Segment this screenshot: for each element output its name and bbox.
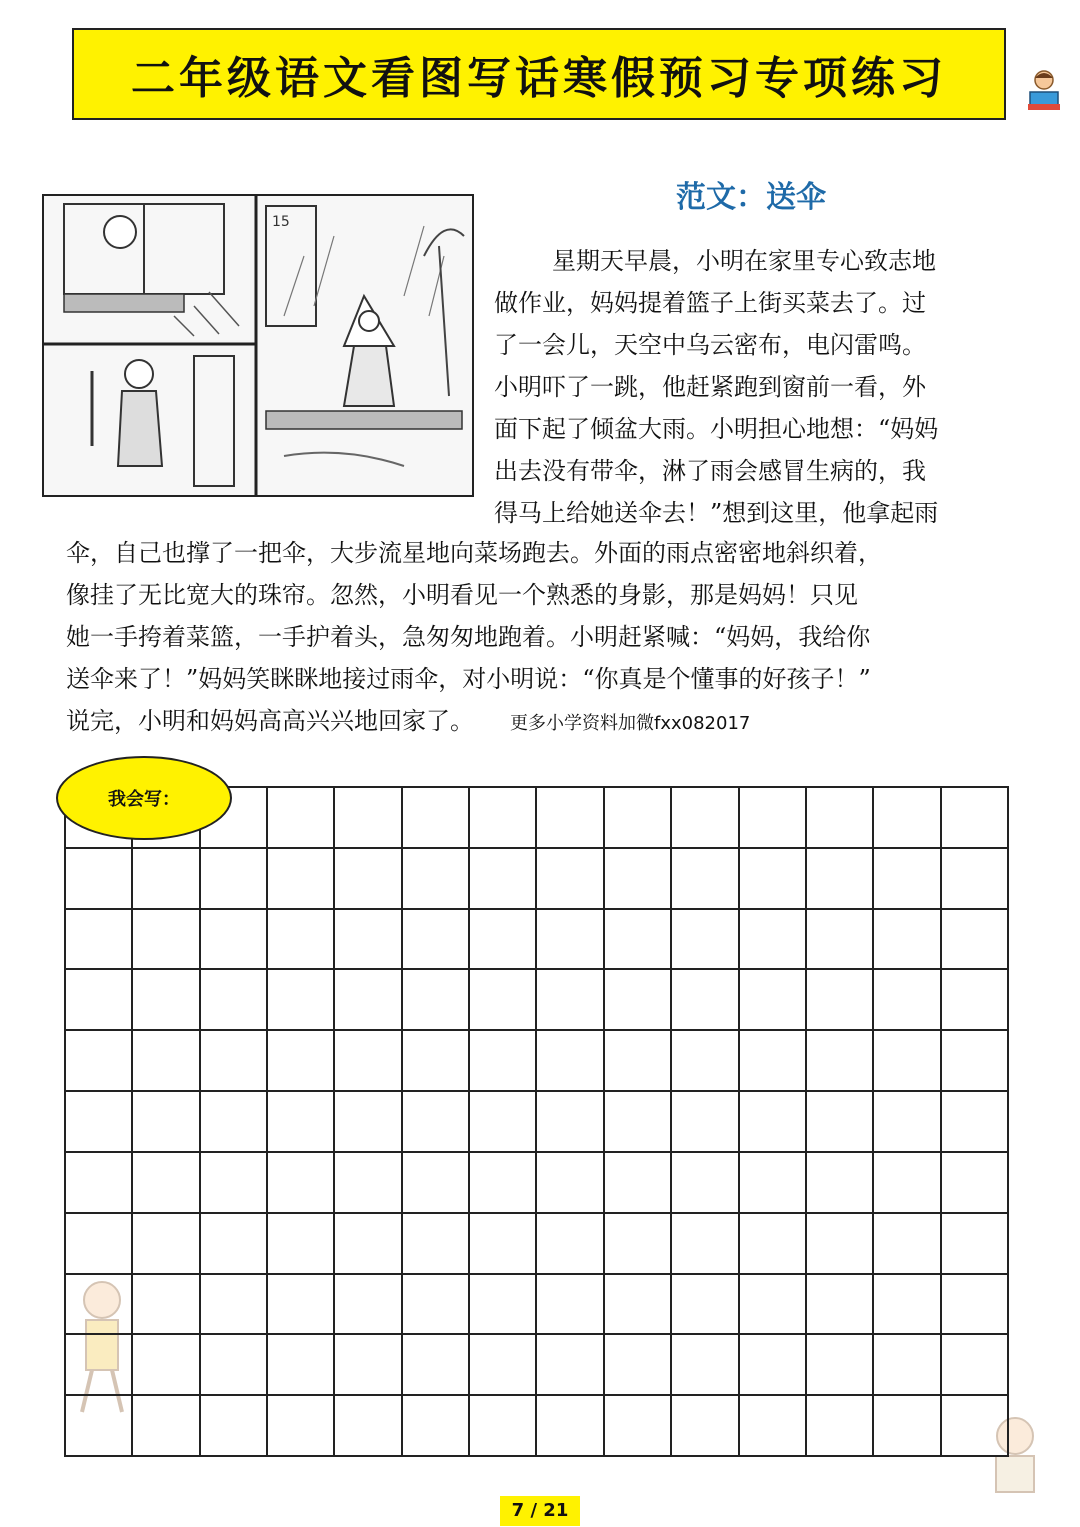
writing-cell[interactable] [537, 1153, 604, 1214]
writing-cell[interactable] [874, 1396, 941, 1457]
writing-cell[interactable] [807, 1153, 874, 1214]
writing-cell[interactable] [740, 788, 807, 849]
writing-cell[interactable] [201, 1335, 268, 1396]
writing-cell[interactable] [740, 1396, 807, 1457]
writing-cell[interactable] [874, 1275, 941, 1336]
essay-line: 得马上给她送伞去！”想到这里，他拿起雨 [494, 499, 939, 527]
comic-four-panel-icon [44, 196, 472, 495]
writing-cell[interactable] [268, 1092, 335, 1153]
writing-cell[interactable] [133, 1396, 200, 1457]
writing-cell[interactable] [470, 910, 537, 971]
writing-cell[interactable] [335, 1275, 402, 1336]
writing-cell[interactable] [403, 1092, 470, 1153]
writing-cell[interactable] [133, 1031, 200, 1092]
writing-cell[interactable] [201, 1092, 268, 1153]
page-title: 二年级语文看图写话寒假预习专项练习 [131, 53, 947, 104]
writing-cell[interactable] [942, 1275, 1009, 1336]
writing-cell[interactable] [201, 1275, 268, 1336]
writing-cell[interactable] [335, 970, 402, 1031]
writing-cell[interactable] [874, 1214, 941, 1275]
writing-cell[interactable] [942, 910, 1009, 971]
writing-cell[interactable] [201, 1153, 268, 1214]
writing-cell[interactable] [66, 1335, 133, 1396]
writing-cell[interactable] [268, 1031, 335, 1092]
writing-cell[interactable] [672, 1031, 739, 1092]
writing-cell[interactable] [740, 910, 807, 971]
essay-line: 小明吓了一跳，他赶紧跑到窗前一看，外 [494, 373, 926, 401]
writing-cell[interactable] [537, 1214, 604, 1275]
writing-cell[interactable] [470, 970, 537, 1031]
writing-cell[interactable] [133, 1275, 200, 1336]
writing-cell[interactable] [66, 849, 133, 910]
writing-cell[interactable] [740, 1153, 807, 1214]
essay-line: 她一手挎着菜篮，一手护着头，急匆匆地跑着。小明赶紧喊：“妈妈，我给你 [66, 623, 871, 651]
writing-label: 我会写： [108, 789, 180, 810]
writing-cell[interactable] [335, 849, 402, 910]
writing-cell[interactable] [807, 1092, 874, 1153]
writing-cell[interactable] [672, 1335, 739, 1396]
writing-cell[interactable] [672, 1214, 739, 1275]
writing-cell[interactable] [672, 1396, 739, 1457]
writing-grid [64, 786, 1009, 1457]
title-banner [72, 28, 1006, 120]
writing-cell[interactable] [672, 970, 739, 1031]
writing-cell[interactable] [66, 1214, 133, 1275]
svg-text:15: 15 [272, 214, 290, 230]
essay-line: 面下起了倾盆大雨。小明担心地想：“妈妈 [494, 415, 939, 443]
writing-cell[interactable] [942, 1153, 1009, 1214]
writing-cell[interactable] [672, 1092, 739, 1153]
essay-wide-block [66, 532, 1018, 745]
writing-cell[interactable] [403, 1335, 470, 1396]
writing-cell[interactable] [537, 970, 604, 1031]
writing-cell[interactable] [201, 1031, 268, 1092]
writing-cell[interactable] [942, 1092, 1009, 1153]
writing-cell[interactable] [740, 1335, 807, 1396]
writing-cell[interactable] [942, 1031, 1009, 1092]
writing-cell[interactable] [537, 1031, 604, 1092]
writing-cell[interactable] [403, 1031, 470, 1092]
writing-cell[interactable] [268, 1153, 335, 1214]
writing-cell[interactable] [740, 1092, 807, 1153]
writing-cell[interactable] [874, 788, 941, 849]
writing-cell[interactable] [807, 849, 874, 910]
writing-cell[interactable] [672, 1275, 739, 1336]
writing-cell[interactable] [537, 910, 604, 971]
writing-cell[interactable] [470, 1153, 537, 1214]
writing-cell[interactable] [268, 1335, 335, 1396]
writing-cell[interactable] [672, 1153, 739, 1214]
writing-cell[interactable] [268, 1214, 335, 1275]
writing-cell[interactable] [874, 1153, 941, 1214]
writing-cell[interactable] [335, 1153, 402, 1214]
writing-cell[interactable] [605, 1092, 672, 1153]
writing-cell[interactable] [740, 1275, 807, 1336]
writing-cell[interactable] [201, 849, 268, 910]
writing-cell[interactable] [740, 849, 807, 910]
writing-cell[interactable] [807, 788, 874, 849]
writing-cell[interactable] [133, 1092, 200, 1153]
writing-cell[interactable] [942, 1214, 1009, 1275]
essay-line-last [66, 700, 1018, 745]
writing-cell[interactable] [133, 1335, 200, 1396]
writing-cell[interactable] [874, 1031, 941, 1092]
writing-cell[interactable] [874, 1092, 941, 1153]
writing-cell[interactable] [807, 1214, 874, 1275]
essay-line: 伞，自己也撑了一把伞，大步流星地向菜场跑去。外面的雨点密密地斜织着， [66, 539, 882, 567]
writing-cell[interactable] [740, 1031, 807, 1092]
writing-cell[interactable] [335, 1031, 402, 1092]
writing-cell[interactable] [537, 849, 604, 910]
writing-cell[interactable] [605, 1031, 672, 1092]
writing-cell[interactable] [605, 1396, 672, 1457]
writing-cell[interactable] [605, 970, 672, 1031]
writing-cell[interactable] [942, 788, 1009, 849]
essay-line: 星期天早晨，小明在家里专心致志地 [552, 247, 936, 275]
writing-cell[interactable] [942, 849, 1009, 910]
writing-cell[interactable] [403, 1153, 470, 1214]
writing-cell[interactable] [470, 849, 537, 910]
writing-cell[interactable] [672, 849, 739, 910]
writing-cell[interactable] [874, 910, 941, 971]
writing-cell[interactable] [403, 1214, 470, 1275]
contact-note: 更多小学资料加微fxx082017 [510, 713, 751, 734]
writing-cell[interactable] [470, 1092, 537, 1153]
writing-cell[interactable] [66, 1275, 133, 1336]
writing-cell[interactable] [807, 1275, 874, 1336]
writing-cell[interactable] [268, 910, 335, 971]
writing-label-bubble [56, 756, 232, 840]
writing-cell[interactable] [874, 849, 941, 910]
writing-cell[interactable] [403, 970, 470, 1031]
writing-cell[interactable] [335, 1335, 402, 1396]
writing-cell[interactable] [403, 849, 470, 910]
writing-cell[interactable] [268, 1275, 335, 1336]
writing-cell[interactable] [470, 1214, 537, 1275]
writing-cell[interactable] [133, 970, 200, 1031]
essay-line: 像挂了无比宽大的珠帘。忽然，小明看见一个熟悉的身影，那是妈妈！只见 [66, 581, 858, 609]
comic-illustration [42, 194, 474, 497]
writing-cell[interactable] [335, 1092, 402, 1153]
writing-cell[interactable] [268, 970, 335, 1031]
essay-line: 说完，小明和妈妈高高兴兴地回家了。 [66, 707, 474, 735]
writing-cell[interactable] [201, 1214, 268, 1275]
writing-cell[interactable] [268, 1396, 335, 1457]
writing-cell[interactable] [201, 1396, 268, 1457]
writing-cell[interactable] [66, 1153, 133, 1214]
reading-kid-icon [1024, 68, 1064, 112]
essay-line: 送伞来了！”妈妈笑眯眯地接过雨伞，对小明说：“你真是个懂事的好孩子！” [66, 665, 871, 693]
writing-cell[interactable] [605, 910, 672, 971]
writing-cell[interactable] [942, 970, 1009, 1031]
writing-cell[interactable] [740, 970, 807, 1031]
writing-cell[interactable] [672, 788, 739, 849]
writing-cell[interactable] [201, 910, 268, 971]
essay-line: 做作业，妈妈提着篮子上街买菜去了。过 [494, 289, 926, 317]
writing-cell[interactable] [807, 910, 874, 971]
writing-cell[interactable] [470, 788, 537, 849]
writing-cell[interactable] [672, 910, 739, 971]
writing-cell[interactable] [807, 970, 874, 1031]
writing-cell[interactable] [807, 1335, 874, 1396]
writing-cell[interactable] [403, 1275, 470, 1336]
writing-cell[interactable] [537, 788, 604, 849]
writing-cell[interactable] [66, 1092, 133, 1153]
writing-cell[interactable] [470, 1396, 537, 1457]
writing-cell[interactable] [268, 849, 335, 910]
writing-cell[interactable] [537, 1275, 604, 1336]
writing-cell[interactable] [807, 1396, 874, 1457]
writing-cell[interactable] [605, 849, 672, 910]
writing-cell[interactable] [268, 788, 335, 849]
writing-cell[interactable] [874, 1335, 941, 1396]
writing-cell[interactable] [133, 849, 200, 910]
writing-cell[interactable] [66, 910, 133, 971]
writing-cell[interactable] [201, 970, 268, 1031]
writing-cell[interactable] [942, 1396, 1009, 1457]
essay-narrow-block [494, 240, 1018, 534]
essay-heading: 范文：送伞 [676, 180, 826, 215]
writing-cell[interactable] [335, 910, 402, 971]
writing-cell[interactable] [807, 1031, 874, 1092]
writing-cell[interactable] [605, 1214, 672, 1275]
writing-cell[interactable] [335, 788, 402, 849]
writing-cell[interactable] [133, 1153, 200, 1214]
essay-line: 出去没有带伞，淋了雨会感冒生病的，我 [494, 457, 926, 485]
writing-cell[interactable] [874, 970, 941, 1031]
writing-cell[interactable] [537, 1396, 604, 1457]
writing-cell[interactable] [403, 1396, 470, 1457]
writing-cell[interactable] [66, 970, 133, 1031]
writing-cell[interactable] [537, 1092, 604, 1153]
writing-cell[interactable] [66, 1396, 133, 1457]
writing-cell[interactable] [605, 1275, 672, 1336]
page-number: 7 / 21 [500, 1496, 580, 1526]
writing-cell[interactable] [470, 1031, 537, 1092]
writing-cell[interactable] [335, 1396, 402, 1457]
writing-cell[interactable] [605, 788, 672, 849]
writing-cell[interactable] [942, 1335, 1009, 1396]
essay-line: 了一会儿，天空中乌云密布，电闪雷鸣。 [494, 331, 926, 359]
writing-cell[interactable] [740, 1214, 807, 1275]
writing-cell[interactable] [537, 1335, 604, 1396]
writing-cell[interactable] [133, 1214, 200, 1275]
writing-cell[interactable] [605, 1335, 672, 1396]
writing-cell[interactable] [470, 1275, 537, 1336]
writing-cell[interactable] [403, 788, 470, 849]
writing-cell[interactable] [335, 1214, 402, 1275]
writing-cell[interactable] [605, 1153, 672, 1214]
writing-cell[interactable] [66, 1031, 133, 1092]
writing-cell[interactable] [470, 1335, 537, 1396]
writing-cell[interactable] [133, 910, 200, 971]
writing-cell[interactable] [403, 910, 470, 971]
